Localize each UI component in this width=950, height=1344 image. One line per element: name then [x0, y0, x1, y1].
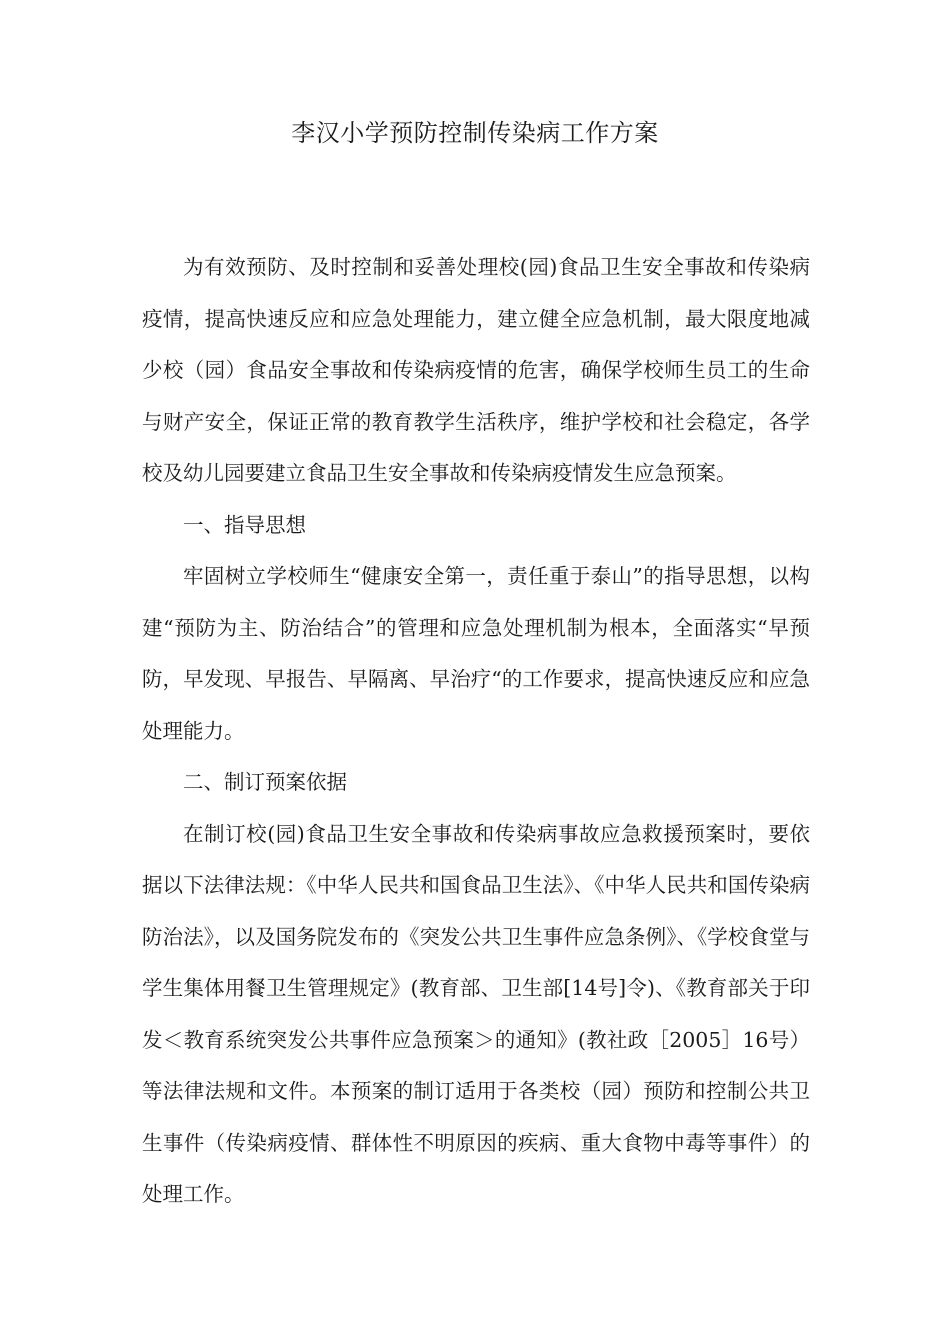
section-heading-basis: 二、制订预案依据: [183, 770, 347, 794]
section-heading-guiding-ideology: 一、指导思想: [183, 512, 306, 537]
document-body: [142, 242, 810, 1221]
guiding-ideology-paragraph: 牢固树立学校师生“健康安全第一，责任重于泰山”的指导思想，以构建“预防为主、防治结合”的管理和应急处理机制为根本，全面落实“早预防，早发现、早报告、早隔离、早治疗“的工作要求，提高快速反应和应急处理能力。: [142, 564, 810, 743]
intro-paragraph: 为有效预防、及时控制和妥善处理校(园)食品卫生安全事故和传染病疫情，提高快速反应和应急处理能力，建立健全应急机制，最大限度地减少校（园）食品安全事故和传染病疫情的危害，确保学校师生员工的生命与财产安全，保证正常的教育教学生活秩序，维护学校和社会稳定，各学校及幼儿园要建立食品卫生安全事故和传染病疫情发生应急预案。: [142, 255, 810, 485]
document-title: 李汉小学预防控制传染病工作方案: [291, 119, 659, 147]
basis-paragraph: 在制订校(园)食品卫生安全事故和传染病事故应急救援预案时，要依据以下法律法规：《中华人民共和国食品卫生法》、《中华人民共和国传染病防治法》，以及国务院发布的《突发公共卫生事件应急条例》、《学校食堂与学生集体用餐卫生管理规定》(教育部、卫生部[14号]令)、《教育部关于印发＜教育系统突发公共事件应急预案＞的通知》(教社政［2005］16号）等法律法规和文件。本预案的制订适用于各类校（园）预防和控制公共卫生事件（传染病疫情、群体性不明原因的疾病、重大食物中毒等事件）的处理工作。: [142, 821, 810, 1206]
